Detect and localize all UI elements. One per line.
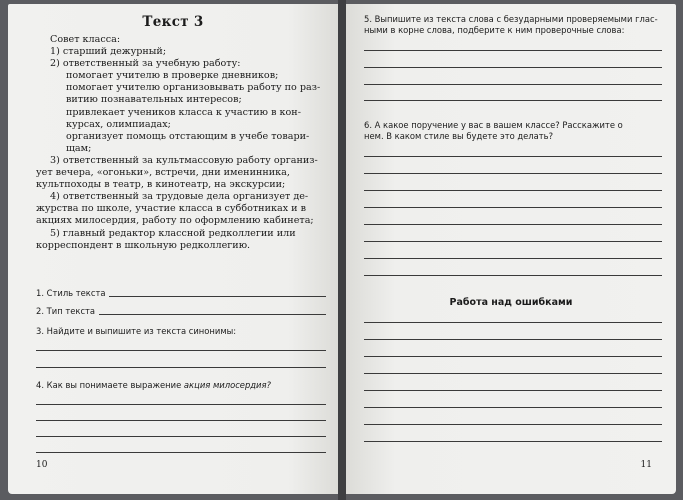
task-style-label: 1. Стиль текста bbox=[36, 288, 106, 298]
text-line: помогает учителю в проверке дневников; bbox=[66, 70, 279, 82]
answer-line[interactable] bbox=[364, 356, 662, 357]
text-line: организует помощь отстающим в учебе товари- bbox=[66, 130, 310, 142]
answer-line[interactable] bbox=[364, 258, 662, 259]
task-assignment-line1: 6. А какое поручение у вас в вашем классе? Расскажите о bbox=[364, 120, 623, 130]
answer-line[interactable] bbox=[364, 84, 662, 85]
left-page bbox=[8, 4, 338, 494]
answer-line[interactable] bbox=[364, 207, 662, 208]
text-line: акциях милосердия, работу по оформлению кабинета; bbox=[36, 215, 314, 227]
answer-line[interactable] bbox=[364, 424, 662, 425]
text-body bbox=[36, 34, 326, 252]
answer-line[interactable] bbox=[36, 367, 326, 368]
answer-line[interactable] bbox=[364, 390, 662, 391]
text-line: витию познавательных интересов; bbox=[66, 94, 242, 106]
task-assignment-label bbox=[364, 120, 664, 142]
text-line: культпоходы в театр, в кинотеатр, на экскурсии; bbox=[36, 179, 286, 191]
task-vowels-line1: 5. Выпишите из текста слова с безударными проверяемыми глас- bbox=[364, 14, 658, 24]
answer-line[interactable] bbox=[36, 350, 326, 351]
answer-line[interactable] bbox=[364, 67, 662, 68]
book-spine bbox=[338, 0, 346, 500]
answer-line[interactable] bbox=[364, 190, 662, 191]
task-expression-prefix: 4. Как вы понимаете выражение bbox=[36, 380, 182, 390]
answer-line[interactable] bbox=[36, 436, 326, 437]
answer-line[interactable] bbox=[364, 224, 662, 225]
page-number-left: 10 bbox=[36, 460, 48, 470]
answer-line[interactable] bbox=[364, 275, 662, 276]
task-type-label: 2. Тип текста bbox=[36, 306, 96, 316]
right-page bbox=[346, 4, 676, 494]
task-vowels-label bbox=[364, 14, 664, 36]
page-number-right: 11 bbox=[640, 460, 652, 470]
answer-line[interactable] bbox=[36, 420, 326, 421]
text-intro: Совет класса: bbox=[50, 34, 121, 45]
text-title: Текст 3 bbox=[142, 14, 204, 30]
answer-line[interactable] bbox=[364, 407, 662, 408]
answer-line[interactable] bbox=[364, 373, 662, 374]
answer-line[interactable] bbox=[364, 441, 662, 442]
answer-line[interactable] bbox=[109, 295, 326, 297]
text-line: журства по школе, участие класса в субботниках и в bbox=[36, 203, 306, 215]
task-expression-phrase: акция милосердия? bbox=[183, 380, 271, 390]
answer-line[interactable] bbox=[364, 100, 662, 101]
answer-line[interactable] bbox=[364, 241, 662, 242]
task-assignment-line2: нем. В каком стиле вы будете это делать? bbox=[364, 131, 554, 141]
answer-line[interactable] bbox=[364, 339, 662, 340]
answer-line[interactable] bbox=[99, 313, 326, 315]
section-title: Работа над ошибками bbox=[449, 297, 573, 308]
text-line: щам; bbox=[66, 142, 92, 154]
text-line: 4) ответственный за трудовые дела организует де- bbox=[50, 191, 309, 203]
answer-line[interactable] bbox=[364, 322, 662, 323]
answer-line[interactable] bbox=[364, 50, 662, 51]
task-vowels-line2: ными в корне слова, подберите к ним проверочные слова: bbox=[364, 25, 625, 35]
text-line: 1) старший дежурный; bbox=[50, 46, 167, 58]
answer-line[interactable] bbox=[36, 404, 326, 405]
answer-line[interactable] bbox=[36, 452, 326, 453]
text-line: привлекает учеников класса к участию в кон- bbox=[66, 106, 301, 118]
text-line: 3) ответственный за культмассовую работу организ- bbox=[50, 154, 318, 166]
text-line: ует вечера, «огоньки», встречи, дни именинника, bbox=[36, 167, 290, 179]
answer-line[interactable] bbox=[364, 156, 662, 157]
text-line: 2) ответственный за учебную работу: bbox=[50, 58, 241, 70]
text-line: 5) главный редактор классной редколлегии или bbox=[50, 227, 296, 239]
task-expression-label bbox=[36, 380, 326, 391]
text-line: курсах, олимпиадах; bbox=[66, 118, 171, 130]
task-type-row bbox=[36, 306, 326, 317]
task-style-row bbox=[36, 288, 326, 299]
text-line: помогает учителю организовывать работу по раз- bbox=[66, 82, 321, 94]
task-synonyms-label: 3. Найдите и выпишите из текста синонимы: bbox=[36, 326, 237, 336]
answer-line[interactable] bbox=[364, 173, 662, 174]
text-line: корреспондент в школьную редколлегию. bbox=[36, 239, 251, 251]
